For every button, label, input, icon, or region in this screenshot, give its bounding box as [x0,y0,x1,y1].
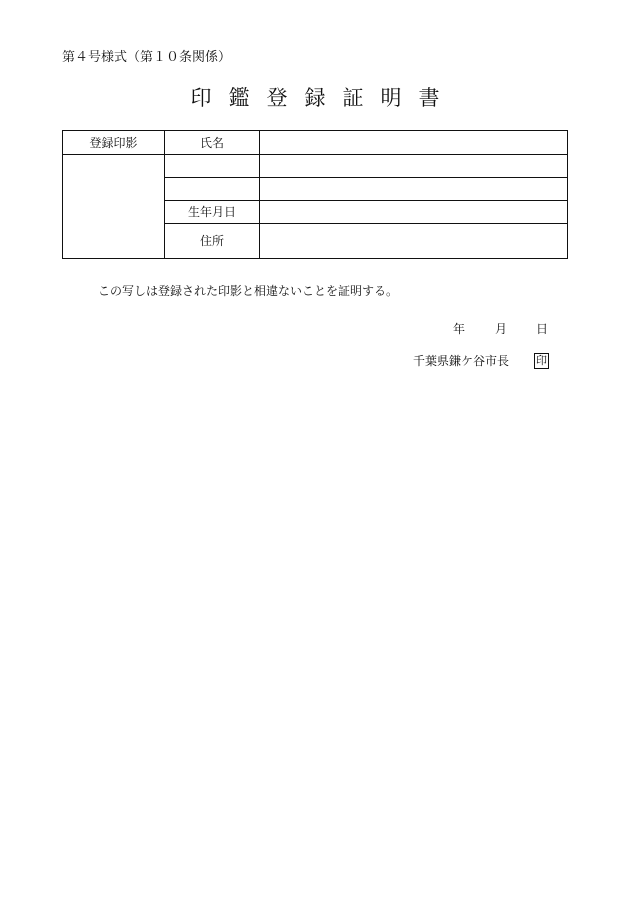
table-row [63,155,568,178]
form-number: 第４号様式（第１０条関係） [62,50,232,65]
certification-statement: この写しは登録された印影と相違ないことを証明する。 [98,284,399,298]
blank-value-cell [260,178,568,201]
name-value [260,131,568,155]
certificate-table [62,130,568,259]
issuer-name: 千葉県鎌ケ谷市長 [413,354,510,368]
birthdate-label: 生年月日 [165,201,260,224]
address-label: 住所 [165,224,260,259]
address-value [260,224,568,259]
official-seal-mark: 印 [536,354,547,367]
table-row [63,131,568,155]
seal-image-header: 登録印影 [63,131,165,155]
blank-label-cell [165,155,260,178]
blank-label-cell [165,178,260,201]
year-label: 年 [453,322,466,336]
seal-image-area [63,155,165,259]
month-label: 月 [495,322,508,336]
birthdate-value [260,201,568,224]
blank-value-cell [260,155,568,178]
day-label: 日 [536,322,549,336]
document-title: 印鑑登録証明書 [190,86,457,110]
name-label: 氏名 [165,131,260,155]
